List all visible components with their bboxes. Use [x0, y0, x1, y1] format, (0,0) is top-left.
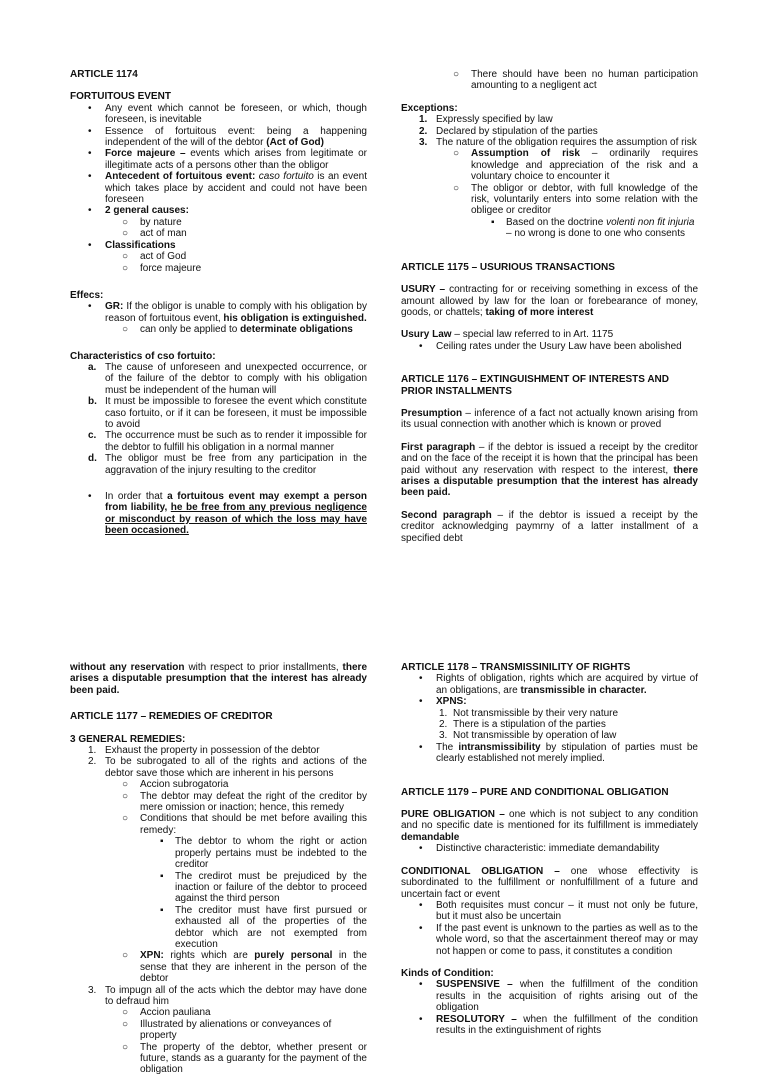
list-item: • XPNS: [419, 696, 467, 708]
sub-sub-item: ▪ Based on the doctrine volenti non fit injuria – no wrong is done to one who consents [491, 216, 695, 240]
characteristics-heading: Characteristics of cso fortuito: [70, 350, 216, 362]
kinds-of-condition-heading: Kinds of Condition: [401, 967, 494, 979]
sub-item: ○ act of man [122, 228, 187, 240]
list-item: 3. To impugn all of the acts which the debtor may have done to defraud him [88, 984, 367, 1007]
list-item: • Rights of obligation, rights which are acquired by virtue of an obligations, are transmissible in character. [419, 673, 698, 696]
list-item: c. The occurrence must be such as to render it impossible for the debtor to fulfill his obligation in a normal manner [88, 430, 367, 453]
pure-obligation-definition: PURE OBLIGATION – one which is not subject to any condition and no specific date is mentioned for its fulfillment is immediately demandable [401, 809, 698, 843]
list-item: • GR: If the obligor is unable to comply with his obligation by reason of fortuitous event, his obligation is extinguished. [88, 301, 367, 324]
sub-sub-item: ▪ The creditor must have first pursued or exhausted all of the properties of the debtor which are not exempted from execution [160, 904, 367, 950]
sub-item: ○ can only be applied to determinate obligations [122, 324, 353, 336]
sub-item: ○ There should have been no human participation amounting to a negligent act [453, 69, 698, 92]
left-top-column [70, 69, 367, 537]
usury-law-definition: Usury Law – special law referred to in Art. 1175 [401, 329, 614, 341]
list-item: a. The cause of unforeseen and unexpected occurrence, or of the failure of the debtor to comply with his obligation must be independent of the human will [88, 361, 367, 396]
list-item: • SUSPENSIVE – when the fulfillment of the condition results in the acquisition of rights arising out of the obligation [419, 979, 698, 1014]
article-1175-title: ARTICLE 1175 – USURIOUS TRANSACTIONS [401, 261, 615, 273]
list-item: • Ceiling rates under the Usury Law have been abolished [419, 340, 682, 352]
list-item: • Distinctive characteristic: immediate demandability [419, 843, 660, 855]
list-item: • Classifications [88, 239, 176, 251]
remedies-heading: 3 GENERAL REMEDIES: [70, 733, 186, 745]
sub-sub-item: ▪ The debtor to whom the right or action properly pertains must be indebted to the creditor [160, 836, 367, 871]
second-paragraph: Second paragraph – if the debtor is issued a receipt by the creditor acknowledging paymrny of a latter installment of a specified debt [401, 509, 698, 544]
right-bottom-column [401, 662, 698, 1036]
sub-item: ○ The debtor may defeat the right of the creditor by mere omission or inaction; hence, this remedy [122, 790, 367, 814]
usury-definition: USURY – contracting for or receiving something in excess of the amount allowed by law for the loan or forebearance of money, goods, or chattels; taking of more interest [401, 284, 698, 318]
list-item: • Antecedent of fortuitous event: caso fortuito is an event which takes place by accident and could not have been foreseen [88, 171, 367, 206]
list-item: • If the past event is unknown to the parties as well as to the whole word, so that the ascertainment thereof may or may not happen or come to pass, it constitutes a condition [419, 922, 698, 957]
sub-item: ○ The property of the debtor, whether present or future, stands as a guaranty for the payment of the obligation [122, 1041, 367, 1076]
first-paragraph: First paragraph – if the debtor is issued a receipt by the creditor and on the face of the receipt it is hown that the principal has been paid without any reservation with respect to the interest, there arises a disputable presumption that the interest has already been paid. [401, 441, 698, 499]
list-item: • In order that a fortuitous event may exempt a person from liability, he be free from any previous negligence or misconduct by reason of which the loss may have been occasioned. [88, 491, 367, 537]
sub-item: 1. Not transmissible by their very nature [439, 707, 619, 719]
continuation-paragraph: without any reservation with respect to prior installments, there arises a disputable presumption that the interest has already been paid. [70, 662, 367, 696]
sub-sub-item: ▪ The credirot must be prejudiced by the inaction or failure of the debtor to proceed against the third person [160, 870, 367, 905]
sub-item: 3. Not transmissible by operation of law [439, 730, 617, 742]
fortuitous-event-heading: FORTUITOUS EVENT [70, 91, 171, 103]
exceptions-heading: Exceptions: [401, 102, 458, 114]
sub-item: ○ act of God [122, 251, 187, 263]
sub-item: ○ The obligor or debtor, with full knowledge of the risk, voluntarily enters into some relation with the obligee or creditor [453, 182, 698, 217]
article-1179-title: ARTICLE 1179 – PURE AND CONDITIONAL OBLIGATION [401, 786, 669, 798]
list-item: • The intransmissibility by stipulation of parties must be clearly established not merely implied. [419, 741, 698, 765]
article-1178-title: ARTICLE 1178 – TRANSMISSINILITY OF RIGHTS [401, 662, 631, 673]
list-item: • Both requisites must concur – it must not only be future, but it must also be uncertain [419, 899, 698, 923]
list-item: • 2 general causes: [88, 205, 189, 217]
presumption-definition: Presumption – inference of a fact not actually known arising from its usual connection with another which is known or proved [401, 407, 698, 431]
right-top-column [401, 69, 698, 544]
sub-item: ○ force majeure [122, 262, 202, 274]
list-item: • Essence of fortuitous event: being a happening independent of the will of the debtor (Act of God) [88, 125, 367, 149]
article-1174-title: ARTICLE 1174 [70, 69, 138, 80]
sub-item: ○ Assumption of risk – ordinarily requires knowledge and appreciation of the risk and a voluntary choice to encounter it [453, 148, 698, 183]
sub-item: ○ Accion pauliana [122, 1007, 211, 1019]
article-1176-title: ARTICLE 1176 – EXTINGUISHMENT OF INTERESTS AND PRIOR INSTALLMENTS [401, 374, 670, 397]
sub-item: 2. There is a stipulation of the parties [439, 719, 606, 731]
list-item: b. It must be impossible to foresee the event which constitute caso fortuito, or if it can be foreseen, it must be impossible to avoid [88, 396, 367, 430]
article-1177-title: ARTICLE 1177 – REMEDIES OF CREDITOR [70, 711, 273, 723]
list-item: • Any event which cannot be foreseen, or which, though foreseen, is inevitable [88, 102, 367, 126]
list-item: 1. Exhaust the property in possession of the debtor [88, 745, 320, 757]
list-item: 2. To be subrogated to all of the rights and actions of the debtor save those which are inherent in his persons [88, 756, 367, 779]
list-item: 1. Expressly specified by law [419, 114, 553, 126]
effects-heading: Effecs: [70, 289, 104, 301]
sub-item: ○ XPN: rights which are purely personal in the sense that they are inherent in the person of the debtor [122, 950, 367, 985]
left-bottom-column [70, 662, 367, 1076]
sub-item: ○ by nature [122, 216, 182, 228]
list-item: • Force majeure – events which arises from legitimate or illegitimate acts of a persons other than the obligor [88, 148, 367, 171]
list-item: d. The obligor must be free from any participation in the aggravation of the injury resulting to the creditor [88, 453, 367, 476]
sub-item: ○ Illustrated by alienations or conveyances of property [122, 1018, 332, 1042]
sub-item: ○ Accion subrogatoria [122, 779, 229, 791]
list-item: • RESOLUTORY – when the fulfillment of the condition results in the extinguishment of rights [419, 1013, 698, 1036]
conditional-obligation-definition: CONDITIONAL OBLIGATION – one whose effectivity is subordinated to the fulfillment or nonfulfillment of a future and uncertain fact or event [401, 865, 698, 900]
list-item: 3. The nature of the obligation requires the assumption of risk [419, 137, 697, 149]
list-item: 2. Declared by stipulation of the parties [419, 125, 598, 137]
sub-item: ○ Conditions that should be met before availing this remedy: [122, 813, 367, 836]
